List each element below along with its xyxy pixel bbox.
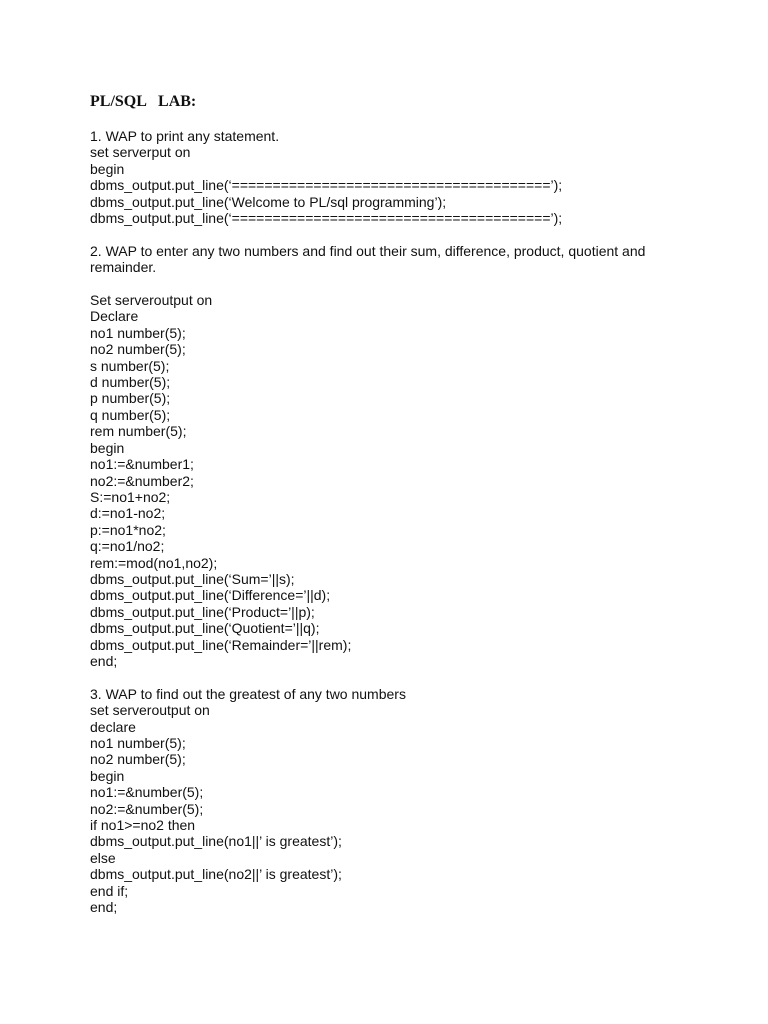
text-line: dbms_output.put_line(‘Sum=’||s); (90, 570, 295, 587)
text-line: q:=no1/no2; (90, 538, 165, 555)
text-line: dbms_output.put_line(‘Difference=’||d); (90, 587, 331, 604)
text-line: dbms_output.put_line(‘=======================================’); (90, 177, 563, 194)
text-line: no2 number(5); (90, 341, 186, 358)
text-line: Set serveroutput on (90, 292, 213, 309)
blank-line (90, 276, 690, 292)
text-line: S:=no1+no2; (90, 488, 171, 505)
text-line: no1:=&number1; (90, 456, 194, 473)
text-line: d number(5); (90, 374, 171, 391)
text-line: remainder. (90, 259, 157, 276)
text-line: dbms_output.put_line(‘=======================================’); (90, 210, 563, 227)
text-line: end if; (90, 882, 129, 899)
text-line: s number(5); (90, 357, 170, 374)
text-line: rem number(5); (90, 423, 187, 440)
text-line: d:=no1-no2; (90, 505, 166, 522)
text-line: q number(5); (90, 406, 171, 423)
text-line: dbms_output.put_line(‘Remainder=’||rem); (90, 636, 352, 653)
text-line: p number(5); (90, 390, 171, 407)
text-line: begin (90, 767, 125, 784)
text-line: begin (90, 160, 125, 177)
text-line: dbms_output.put_line(no2||’ is greatest’); (90, 866, 342, 883)
text-line: no2:=&number2; (90, 472, 194, 489)
text-line: no2 number(5); (90, 751, 186, 768)
text-line: no1 number(5); (90, 324, 186, 341)
text-line: declare (90, 718, 136, 735)
text-line: set serverput on (90, 144, 191, 161)
text-line: no2:=&number(5); (90, 800, 204, 817)
blank-line (90, 226, 690, 242)
blank-line (90, 669, 690, 685)
text-line: else (90, 849, 116, 866)
text-line: set serveroutput on (90, 702, 210, 719)
document-body (90, 128, 690, 915)
text-line: begin (90, 439, 125, 456)
text-line: p:=no1*no2; (90, 521, 166, 538)
text-line: dbms_output.put_line(‘Product=’||p); (90, 603, 315, 620)
text-line: end; (90, 652, 118, 669)
text-line: no1:=&number(5); (90, 784, 204, 801)
text-line: end; (90, 899, 118, 916)
document-title: PL/SQL LAB: (90, 93, 197, 110)
text-line: if no1>=no2 then (90, 817, 196, 834)
text-line: dbms_output.put_line(no1||’ is greatest’); (90, 833, 342, 850)
text-line: 1. WAP to print any statement. (90, 128, 280, 144)
text-line: 2. WAP to enter any two numbers and find out their sum, difference, product, quotient and (90, 242, 646, 259)
text-line: no1 number(5); (90, 734, 186, 751)
text-line: 3. WAP to find out the greatest of any two numbers (90, 685, 406, 702)
text-line: rem:=mod(no1,no2); (90, 554, 218, 571)
text-line: dbms_output.put_line(‘Quotient=’||q); (90, 620, 320, 637)
text-line: Declare (90, 308, 139, 325)
text-line: dbms_output.put_line(‘Welcome to PL/sql programming’); (90, 193, 447, 210)
